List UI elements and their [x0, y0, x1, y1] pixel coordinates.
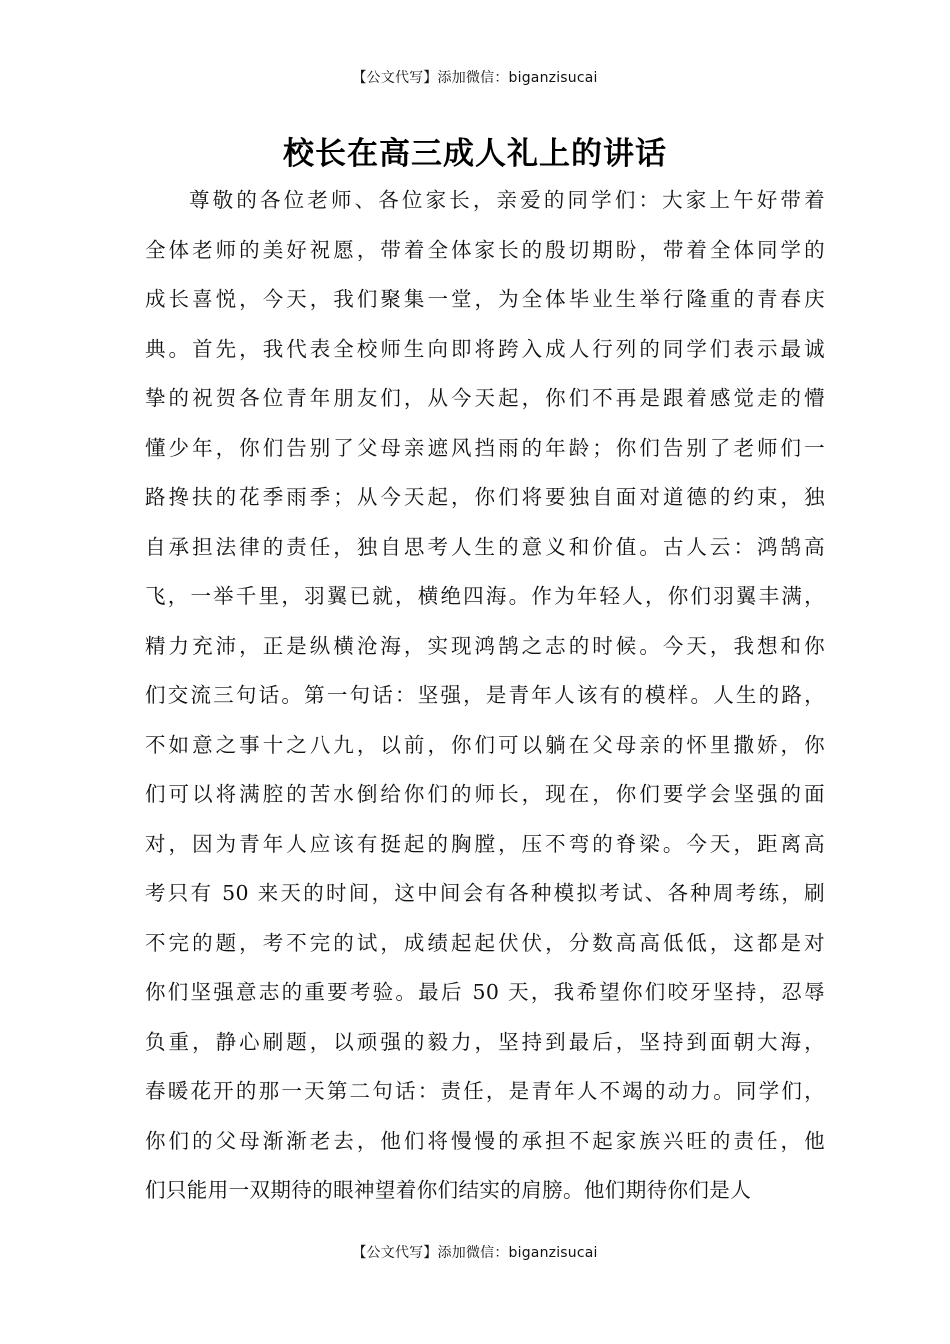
- body-line: 春暖花开的那一天第二句话：责任，是青年人不竭的动力。同学们，: [145, 1079, 825, 1103]
- footer-watermark-note: 【公文代写】添加微信：biganzisucai: [352, 1245, 598, 1261]
- body-line: 负重，静心刷题，以顽强的毅力，坚持到最后，坚持到面朝大海，: [145, 1029, 825, 1054]
- body-line: 对，因为青年人应该有挺起的胸膛，压不弯的脊梁。今天，距离高: [145, 831, 825, 856]
- body-line: 们交流三句话。第一句话：坚强，是青年人该有的模样。人生的路，: [145, 683, 825, 707]
- body-line: 们只能用一双期待的眼神望着你们结实的肩膀。他们期待你们是人: [145, 1178, 752, 1202]
- body-line: 不完的题，考不完的试，成绩起起伏伏，分数高高低低，这都是对: [145, 930, 825, 955]
- body-line: 精力充沛，正是纵横沧海，实现鸿鹄之志的时候。今天，我想和你: [145, 633, 825, 658]
- document-title: 校长在高三成人礼上的讲话: [283, 136, 667, 172]
- body-line: 你们坚强意志的重要考验。最后 50 天，我希望你们咬牙坚持，忍辱: [145, 980, 825, 1004]
- body-line: 考只有 50 来天的时间，这中间会有各种模拟考试、各种周考练，刷: [145, 881, 825, 905]
- speech-body: [145, 181, 825, 1221]
- body-line: 尊敬的各位老师、各位家长，亲爱的同学们：大家上午好带着: [189, 188, 825, 212]
- body-line: 懂少年，你们告别了父母亲遮风挡雨的年龄；你们告别了老师们一: [145, 435, 825, 460]
- body-line: 典。首先，我代表全校师生向即将跨入成人行列的同学们表示最诚: [145, 336, 825, 361]
- body-line: 飞，一举千里，羽翼已就，横绝四海。作为年轻人，你们羽翼丰满，: [145, 584, 825, 608]
- body-line: 自承担法律的责任，独自思考人生的意义和价值。古人云：鸿鹄高: [145, 534, 825, 559]
- header-watermark-note: 【公文代写】添加微信：biganzisucai: [352, 70, 598, 86]
- body-line: 全体老师的美好祝愿，带着全体家长的殷切期盼，带着全体同学的: [145, 237, 825, 262]
- body-line: 路搀扶的花季雨季；从今天起，你们将要独自面对道德的约束，独: [145, 485, 825, 509]
- body-line: 挚的祝贺各位青年朋友们，从今天起，你们不再是跟着感觉走的懵: [145, 386, 825, 410]
- body-line: 成长喜悦，今天，我们聚集一堂，为全体毕业生举行隆重的青春庆: [145, 287, 825, 311]
- body-line: 不如意之事十之八九，以前，你们可以躺在父母亲的怀里撒娇，你: [145, 732, 825, 757]
- body-line: 你们的父母渐渐老去，他们将慢慢的承担不起家族兴旺的责任，他: [145, 1128, 825, 1153]
- body-line: 们可以将满腔的苦水倒给你们的师长，现在，你们要学会坚强的面: [145, 782, 825, 806]
